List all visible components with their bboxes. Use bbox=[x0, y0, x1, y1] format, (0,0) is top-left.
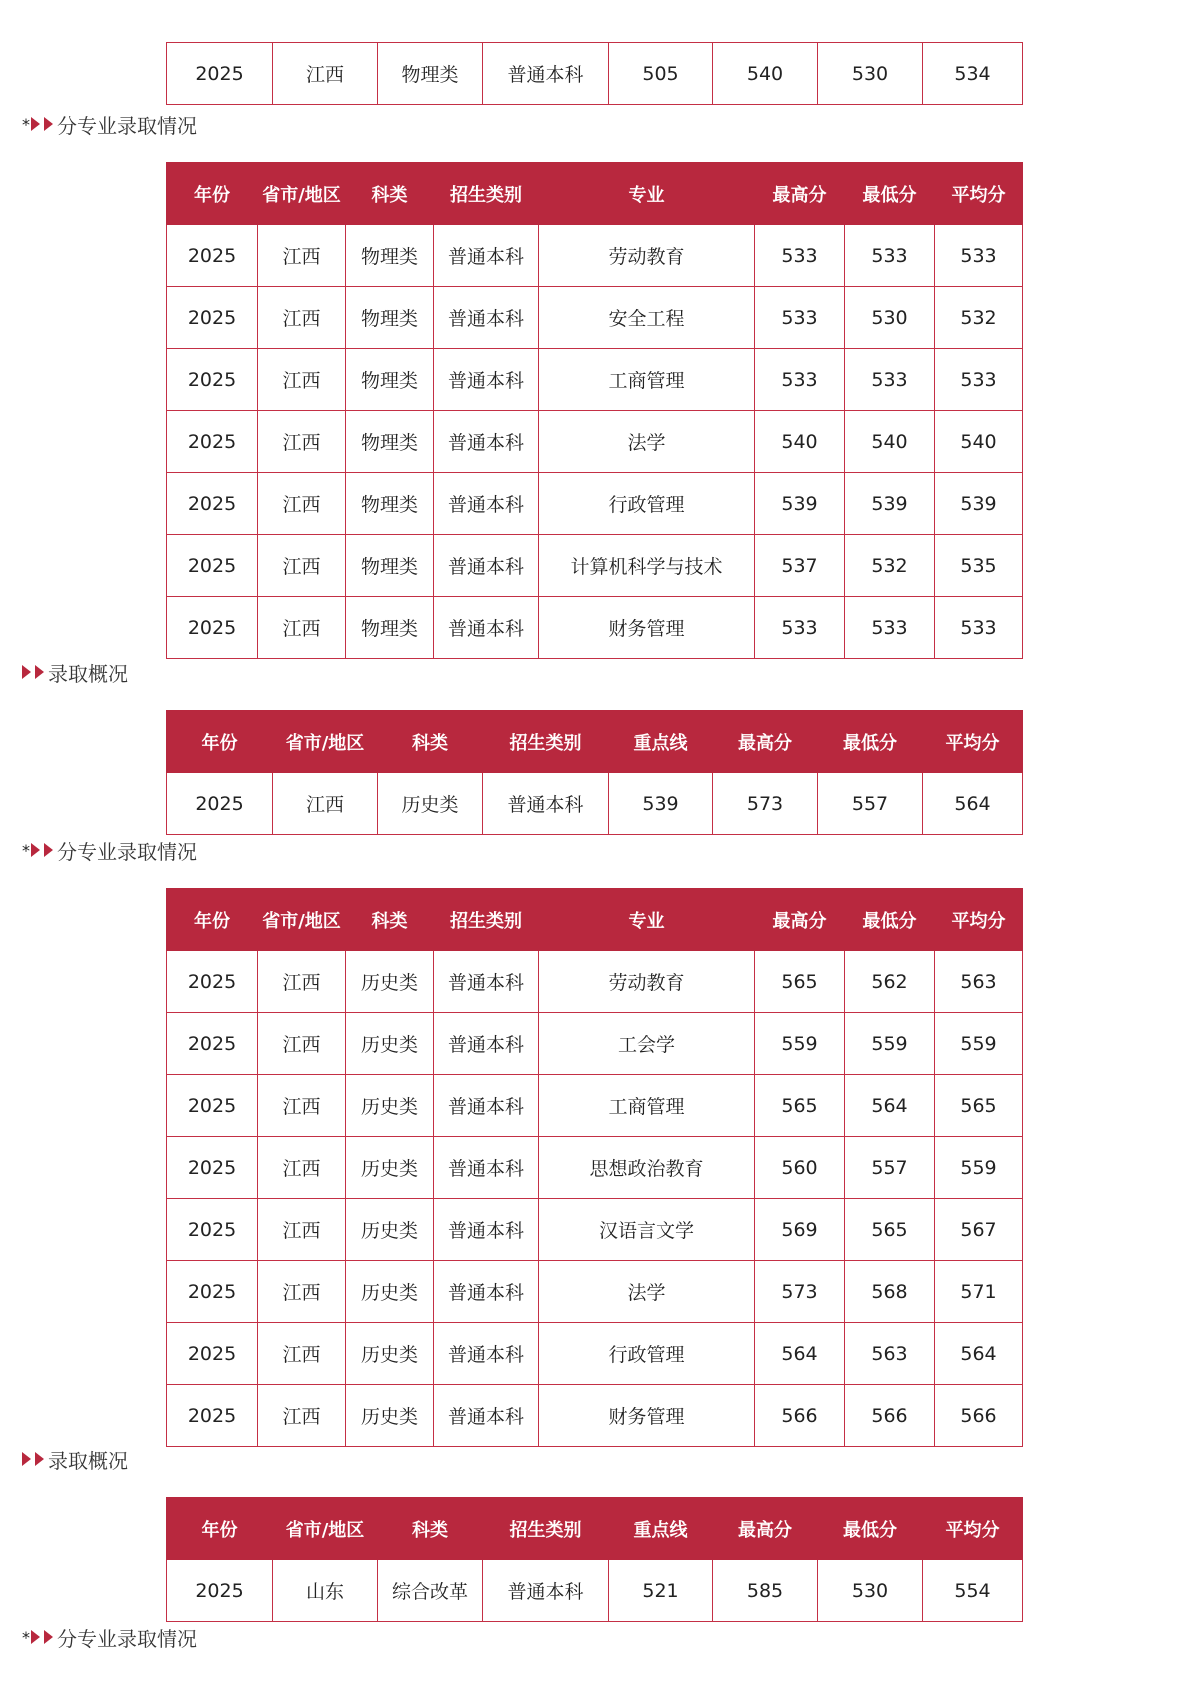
table-cell: 2025 bbox=[167, 1137, 258, 1199]
major-body-physics bbox=[167, 225, 1023, 659]
table-cell: 普通本科 bbox=[434, 1137, 539, 1199]
table-cell: 普通本科 bbox=[483, 773, 609, 835]
table-cell: 563 bbox=[935, 951, 1023, 1013]
overview-body-shandong bbox=[167, 1560, 1023, 1622]
table-cell: 2025 bbox=[167, 349, 258, 411]
asterisk-mark: * bbox=[22, 840, 30, 860]
table-cell: 2025 bbox=[167, 225, 258, 287]
column-header: 科类 bbox=[346, 889, 434, 951]
overview-body-history bbox=[167, 773, 1023, 835]
table-cell: 安全工程 bbox=[539, 287, 755, 349]
table-cell: 539 bbox=[845, 473, 935, 535]
overview-table-shandong bbox=[166, 1497, 1023, 1622]
table-cell: 533 bbox=[845, 225, 935, 287]
table-cell: 2025 bbox=[167, 473, 258, 535]
table-cell: 历史类 bbox=[346, 1013, 434, 1075]
overview-table-physics bbox=[166, 42, 1023, 105]
table-cell: 思想政治教育 bbox=[539, 1137, 755, 1199]
table-cell: 行政管理 bbox=[539, 1323, 755, 1385]
table-cell: 物理类 bbox=[346, 597, 434, 659]
table-cell: 财务管理 bbox=[539, 1385, 755, 1447]
table-cell: 工商管理 bbox=[539, 349, 755, 411]
column-header: 科类 bbox=[378, 711, 483, 773]
table-cell: 539 bbox=[755, 473, 845, 535]
table-cell: 普通本科 bbox=[434, 225, 539, 287]
section-title: 分专业录取情况 bbox=[57, 839, 197, 864]
table-cell: 普通本科 bbox=[434, 287, 539, 349]
table-cell: 江西 bbox=[258, 349, 346, 411]
table-row bbox=[167, 1075, 1023, 1137]
table-cell: 普通本科 bbox=[483, 43, 609, 105]
table-cell: 2025 bbox=[167, 411, 258, 473]
triangle-bullet-icon bbox=[35, 1452, 44, 1466]
table-row bbox=[167, 1013, 1023, 1075]
table-cell: 565 bbox=[845, 1199, 935, 1261]
table-cell: 557 bbox=[845, 1137, 935, 1199]
table-cell: 普通本科 bbox=[434, 1013, 539, 1075]
table-cell: 江西 bbox=[273, 773, 378, 835]
table-cell: 综合改革 bbox=[378, 1560, 483, 1622]
table-cell: 530 bbox=[845, 287, 935, 349]
table-cell: 历史类 bbox=[346, 1323, 434, 1385]
triangle-bullet-icon bbox=[31, 117, 40, 131]
table-cell: 540 bbox=[713, 43, 818, 105]
table-cell: 573 bbox=[755, 1261, 845, 1323]
table-row bbox=[167, 597, 1023, 659]
triangle-bullet-icon bbox=[44, 843, 53, 857]
table-cell: 财务管理 bbox=[539, 597, 755, 659]
table-cell: 2025 bbox=[167, 1261, 258, 1323]
table-cell: 533 bbox=[755, 597, 845, 659]
triangle-bullet-icon bbox=[22, 665, 31, 679]
table-cell: 普通本科 bbox=[434, 1199, 539, 1261]
table-cell: 564 bbox=[755, 1323, 845, 1385]
table-cell: 559 bbox=[755, 1013, 845, 1075]
table-cell: 江西 bbox=[258, 1013, 346, 1075]
table-cell: 530 bbox=[818, 1560, 923, 1622]
table-cell: 2025 bbox=[167, 1560, 273, 1622]
triangle-bullet-icon bbox=[22, 1452, 31, 1466]
table-cell: 533 bbox=[755, 349, 845, 411]
table-cell: 普通本科 bbox=[434, 1075, 539, 1137]
column-header: 年份 bbox=[167, 889, 258, 951]
table-cell: 2025 bbox=[167, 1013, 258, 1075]
column-header: 平均分 bbox=[935, 889, 1023, 951]
section-heading-major-shandong bbox=[22, 1623, 197, 1651]
section-heading-major-physics bbox=[22, 110, 197, 138]
table-cell: 563 bbox=[845, 1323, 935, 1385]
table-cell: 物理类 bbox=[378, 43, 483, 105]
table-cell: 533 bbox=[845, 349, 935, 411]
section-title: 录取概况 bbox=[48, 1448, 128, 1473]
table-cell: 普通本科 bbox=[483, 1560, 609, 1622]
table-cell: 571 bbox=[935, 1261, 1023, 1323]
table-cell: 505 bbox=[609, 43, 713, 105]
column-header: 省市/地区 bbox=[258, 163, 346, 225]
table-cell: 物理类 bbox=[346, 287, 434, 349]
table-cell: 历史类 bbox=[346, 1199, 434, 1261]
column-header: 平均分 bbox=[923, 711, 1023, 773]
triangle-bullet-icon bbox=[44, 117, 53, 131]
table-cell: 历史类 bbox=[346, 1261, 434, 1323]
column-header: 年份 bbox=[167, 711, 273, 773]
column-header: 年份 bbox=[167, 1498, 273, 1560]
section-title: 分专业录取情况 bbox=[57, 113, 197, 138]
table-row bbox=[167, 1261, 1023, 1323]
table-cell: 历史类 bbox=[346, 1137, 434, 1199]
column-header: 重点线 bbox=[609, 711, 713, 773]
major-table-history bbox=[166, 888, 1023, 1447]
table-cell: 566 bbox=[755, 1385, 845, 1447]
table-cell: 569 bbox=[755, 1199, 845, 1261]
table-row bbox=[167, 1323, 1023, 1385]
table-cell: 江西 bbox=[258, 1385, 346, 1447]
section-title: 录取概况 bbox=[48, 661, 128, 686]
column-header: 省市/地区 bbox=[258, 889, 346, 951]
table-row bbox=[167, 473, 1023, 535]
table-cell: 559 bbox=[935, 1013, 1023, 1075]
table-cell: 物理类 bbox=[346, 473, 434, 535]
table-header-row bbox=[167, 163, 1023, 225]
table-cell: 2025 bbox=[167, 535, 258, 597]
section-title: 分专业录取情况 bbox=[57, 1626, 197, 1651]
table-cell: 历史类 bbox=[346, 1075, 434, 1137]
table-cell: 568 bbox=[845, 1261, 935, 1323]
table-header-row bbox=[167, 889, 1023, 951]
triangle-bullet-icon bbox=[31, 843, 40, 857]
column-header: 招生类别 bbox=[483, 1498, 609, 1560]
table-row bbox=[167, 349, 1023, 411]
table-cell: 2025 bbox=[167, 43, 273, 105]
table-cell: 539 bbox=[935, 473, 1023, 535]
table-cell: 江西 bbox=[258, 1137, 346, 1199]
table-cell: 汉语言文学 bbox=[539, 1199, 755, 1261]
table-cell: 535 bbox=[935, 535, 1023, 597]
column-header: 招生类别 bbox=[434, 163, 539, 225]
table-cell: 普通本科 bbox=[434, 349, 539, 411]
table-cell: 法学 bbox=[539, 411, 755, 473]
table-cell: 540 bbox=[755, 411, 845, 473]
table-cell: 534 bbox=[923, 43, 1023, 105]
table-cell: 江西 bbox=[258, 1261, 346, 1323]
table-cell: 江西 bbox=[258, 225, 346, 287]
table-cell: 计算机科学与技术 bbox=[539, 535, 755, 597]
triangle-bullet-icon bbox=[31, 1630, 40, 1644]
table-row bbox=[167, 951, 1023, 1013]
table-cell: 565 bbox=[755, 1075, 845, 1137]
table-cell: 521 bbox=[609, 1560, 713, 1622]
table-cell: 普通本科 bbox=[434, 1261, 539, 1323]
table-cell: 江西 bbox=[258, 1323, 346, 1385]
table-cell: 564 bbox=[935, 1323, 1023, 1385]
column-header: 科类 bbox=[378, 1498, 483, 1560]
column-header: 科类 bbox=[346, 163, 434, 225]
table-cell: 江西 bbox=[258, 287, 346, 349]
table-cell: 普通本科 bbox=[434, 951, 539, 1013]
column-header: 平均分 bbox=[935, 163, 1023, 225]
table-cell: 工商管理 bbox=[539, 1075, 755, 1137]
table-row bbox=[167, 1385, 1023, 1447]
table-cell: 2025 bbox=[167, 773, 273, 835]
table-cell: 江西 bbox=[258, 1075, 346, 1137]
section-heading-major-history bbox=[22, 836, 197, 864]
column-header: 最高分 bbox=[713, 711, 818, 773]
column-header: 省市/地区 bbox=[273, 1498, 378, 1560]
table-row bbox=[167, 535, 1023, 597]
table-row bbox=[167, 43, 1023, 105]
table-cell: 江西 bbox=[258, 1199, 346, 1261]
column-header: 平均分 bbox=[923, 1498, 1023, 1560]
table-cell: 行政管理 bbox=[539, 473, 755, 535]
table-cell: 江西 bbox=[258, 951, 346, 1013]
table-cell: 533 bbox=[935, 349, 1023, 411]
table-cell: 江西 bbox=[258, 535, 346, 597]
table-header-row bbox=[167, 1498, 1023, 1560]
table-cell: 533 bbox=[935, 225, 1023, 287]
table-row bbox=[167, 1137, 1023, 1199]
table-cell: 573 bbox=[713, 773, 818, 835]
table-cell: 532 bbox=[845, 535, 935, 597]
table-cell: 566 bbox=[845, 1385, 935, 1447]
table-cell: 559 bbox=[935, 1137, 1023, 1199]
table-cell: 普通本科 bbox=[434, 597, 539, 659]
table-row bbox=[167, 773, 1023, 835]
table-cell: 554 bbox=[923, 1560, 1023, 1622]
table-cell: 普通本科 bbox=[434, 1385, 539, 1447]
table-cell: 530 bbox=[818, 43, 923, 105]
table-cell: 历史类 bbox=[346, 1385, 434, 1447]
table-cell: 2025 bbox=[167, 287, 258, 349]
table-cell: 564 bbox=[923, 773, 1023, 835]
table-cell: 物理类 bbox=[346, 411, 434, 473]
column-header: 最低分 bbox=[818, 711, 923, 773]
table-row bbox=[167, 1560, 1023, 1622]
column-header: 最低分 bbox=[845, 163, 935, 225]
table-header-row bbox=[167, 711, 1023, 773]
table-row bbox=[167, 225, 1023, 287]
section-heading-overview-shandong bbox=[22, 1445, 128, 1473]
table-cell: 江西 bbox=[258, 597, 346, 659]
table-cell: 普通本科 bbox=[434, 1323, 539, 1385]
table-cell: 532 bbox=[935, 287, 1023, 349]
column-header: 专业 bbox=[539, 889, 755, 951]
column-header: 重点线 bbox=[609, 1498, 713, 1560]
table-cell: 江西 bbox=[258, 411, 346, 473]
table-cell: 565 bbox=[935, 1075, 1023, 1137]
table-cell: 2025 bbox=[167, 951, 258, 1013]
table-cell: 2025 bbox=[167, 1199, 258, 1261]
overview-body-physics bbox=[167, 43, 1023, 105]
table-cell: 历史类 bbox=[378, 773, 483, 835]
table-cell: 560 bbox=[755, 1137, 845, 1199]
major-body-history bbox=[167, 951, 1023, 1447]
triangle-bullet-icon bbox=[44, 1630, 53, 1644]
table-row bbox=[167, 411, 1023, 473]
table-cell: 物理类 bbox=[346, 535, 434, 597]
column-header: 年份 bbox=[167, 163, 258, 225]
table-cell: 江西 bbox=[273, 43, 378, 105]
table-cell: 法学 bbox=[539, 1261, 755, 1323]
table-cell: 540 bbox=[935, 411, 1023, 473]
table-cell: 普通本科 bbox=[434, 411, 539, 473]
table-cell: 劳动教育 bbox=[539, 225, 755, 287]
table-cell: 533 bbox=[935, 597, 1023, 659]
table-cell: 539 bbox=[609, 773, 713, 835]
asterisk-mark: * bbox=[22, 1627, 30, 1647]
table-cell: 普通本科 bbox=[434, 473, 539, 535]
table-cell: 533 bbox=[845, 597, 935, 659]
table-cell: 2025 bbox=[167, 1385, 258, 1447]
table-cell: 2025 bbox=[167, 1075, 258, 1137]
table-cell: 565 bbox=[755, 951, 845, 1013]
table-cell: 历史类 bbox=[346, 951, 434, 1013]
table-row bbox=[167, 287, 1023, 349]
table-cell: 567 bbox=[935, 1199, 1023, 1261]
column-header: 最低分 bbox=[845, 889, 935, 951]
table-cell: 559 bbox=[845, 1013, 935, 1075]
overview-table-history bbox=[166, 710, 1023, 835]
table-cell: 普通本科 bbox=[434, 535, 539, 597]
table-cell: 物理类 bbox=[346, 349, 434, 411]
table-cell: 566 bbox=[935, 1385, 1023, 1447]
table-cell: 2025 bbox=[167, 1323, 258, 1385]
column-header: 招生类别 bbox=[483, 711, 609, 773]
triangle-bullet-icon bbox=[35, 665, 44, 679]
table-cell: 533 bbox=[755, 287, 845, 349]
table-cell: 江西 bbox=[258, 473, 346, 535]
table-cell: 564 bbox=[845, 1075, 935, 1137]
column-header: 最高分 bbox=[713, 1498, 818, 1560]
column-header: 招生类别 bbox=[434, 889, 539, 951]
major-table-physics bbox=[166, 162, 1023, 659]
table-cell: 540 bbox=[845, 411, 935, 473]
column-header: 最高分 bbox=[755, 163, 845, 225]
table-cell: 537 bbox=[755, 535, 845, 597]
table-cell: 562 bbox=[845, 951, 935, 1013]
table-cell: 物理类 bbox=[346, 225, 434, 287]
column-header: 专业 bbox=[539, 163, 755, 225]
table-cell: 劳动教育 bbox=[539, 951, 755, 1013]
column-header: 最低分 bbox=[818, 1498, 923, 1560]
table-cell: 533 bbox=[755, 225, 845, 287]
asterisk-mark: * bbox=[22, 114, 30, 134]
table-cell: 585 bbox=[713, 1560, 818, 1622]
table-cell: 工会学 bbox=[539, 1013, 755, 1075]
table-row bbox=[167, 1199, 1023, 1261]
table-cell: 557 bbox=[818, 773, 923, 835]
section-heading-overview-history bbox=[22, 658, 128, 686]
column-header: 最高分 bbox=[755, 889, 845, 951]
column-header: 省市/地区 bbox=[273, 711, 378, 773]
table-cell: 山东 bbox=[273, 1560, 378, 1622]
table-cell: 2025 bbox=[167, 597, 258, 659]
